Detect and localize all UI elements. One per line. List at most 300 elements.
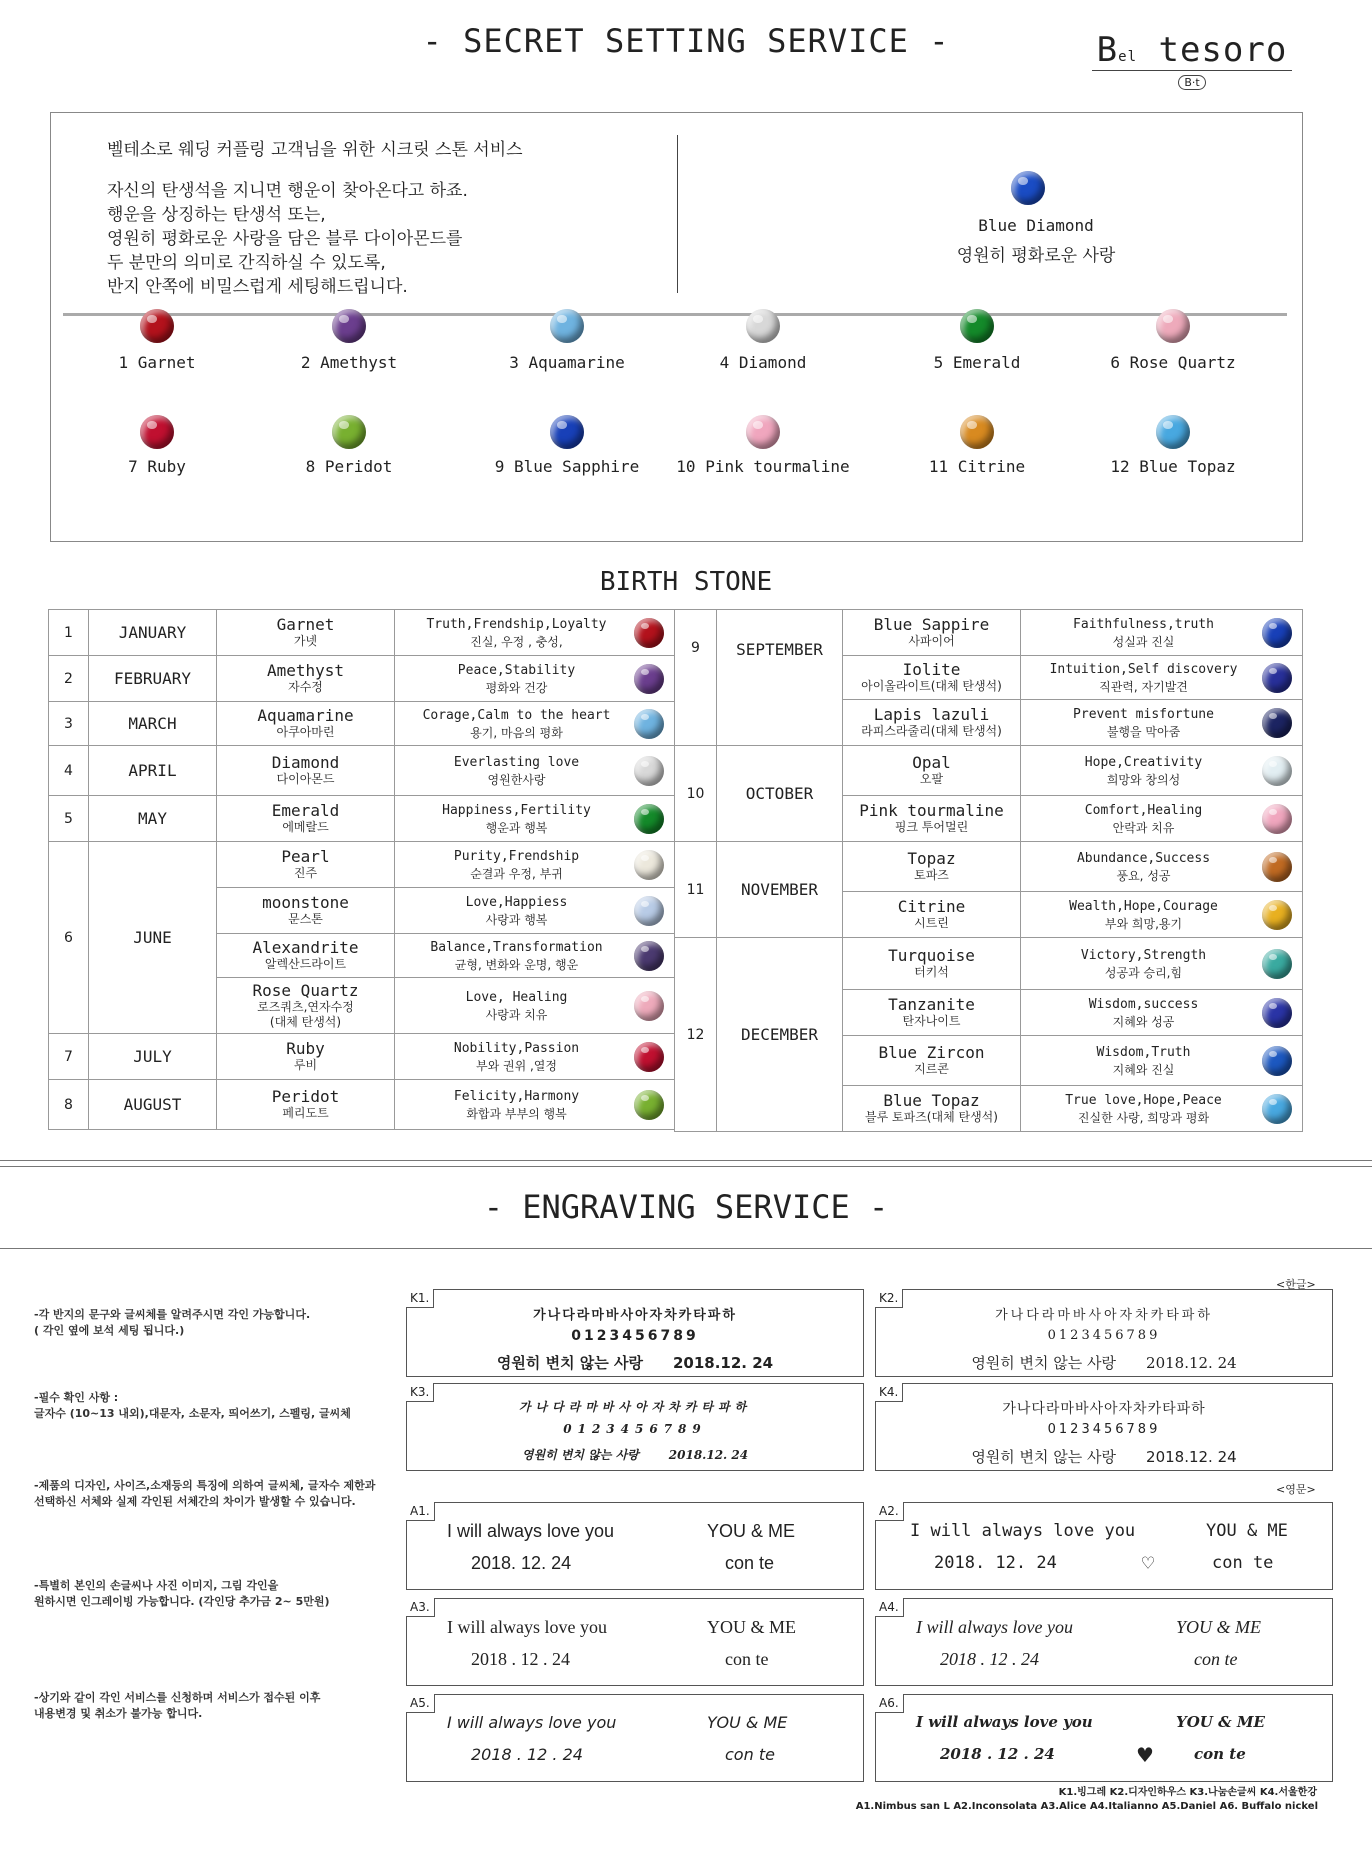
intro-heading: 벨테소로 웨딩 커플링 고객님을 위한 시크릿 스톤 서비스 xyxy=(107,140,523,160)
sample-phrase: I will always love you xyxy=(916,1713,1093,1731)
birthstone-gem-icon xyxy=(1156,415,1190,449)
stone-gem-icon xyxy=(634,896,664,926)
meaning-en: Prevent misfortune xyxy=(1073,706,1214,722)
birthstone-label: 12 Blue Topaz xyxy=(1110,457,1236,476)
stone-name-kr: 사파이어 xyxy=(908,634,955,648)
note-line: -상기와 같이 각인 서비스를 신청하며 서비스가 접수된 이후 xyxy=(34,1691,321,1704)
sample-date: 2018 . 12 . 24 xyxy=(940,1745,1055,1763)
stone-meaning-cell xyxy=(1021,938,1303,990)
blue-diamond-label: Blue Diamond xyxy=(978,216,1094,235)
stone-meaning-cell xyxy=(1021,1036,1303,1086)
meaning-kr: 풍요, 성공 xyxy=(1116,868,1171,883)
stone-name-kr: 문스톤 xyxy=(288,912,323,926)
table-row xyxy=(49,842,675,888)
birthstone-label: 10 Pink tourmaline xyxy=(676,457,850,476)
sample-date: 2018. 12. 24 xyxy=(934,1553,1057,1573)
month-number: 4 xyxy=(49,746,89,796)
meaning-kr: 부와 권위 ,열정 xyxy=(476,1058,557,1073)
divider xyxy=(0,1248,1372,1249)
meaning-en: Wisdom,success xyxy=(1088,996,1199,1012)
note-line: ( 각인 옆에 보석 세팅 됩니다.) xyxy=(34,1324,185,1337)
meaning-kr: 진실, 우정 , 충성, xyxy=(470,634,563,649)
stone-name-en: Emerald xyxy=(271,801,340,820)
sample-label: A3. xyxy=(406,1598,435,1617)
stone-name-cell xyxy=(217,610,395,656)
engraving-note xyxy=(34,1390,351,1422)
stone-name-kr: 자수정 xyxy=(288,680,323,694)
stone-name-cell xyxy=(217,842,395,888)
stone-name-kr: 핑크 투어멀린 xyxy=(894,820,969,834)
table-row xyxy=(49,796,675,842)
intro-line: 자신의 탄생석을 지니면 행운이 찾아온다고 하죠. xyxy=(107,181,468,201)
meaning-kr: 순결과 우정, 부귀 xyxy=(470,866,563,881)
month-name: APRIL xyxy=(89,746,217,796)
stone-gem-icon xyxy=(1262,998,1292,1028)
stone-name-cell xyxy=(843,1036,1021,1086)
stone-name-cell xyxy=(217,746,395,796)
month-number: 1 xyxy=(49,610,89,656)
stone-name-kr: 페리도트 xyxy=(282,1106,329,1120)
sample-phrase: 영원히 변치 않는 사랑 xyxy=(496,1354,643,1372)
stone-name-kr: 진주 xyxy=(293,866,318,880)
month-name: MAY xyxy=(89,796,217,842)
meaning-en: Peace,Stability xyxy=(457,662,576,678)
stone-name-kr: 블루 토파즈(대체 탄생석) xyxy=(865,1110,998,1124)
meaning-en: Truth,Frendship,Loyalty xyxy=(426,616,607,632)
stone-name-kr: 루비 xyxy=(293,1058,318,1072)
sample-sub: con te xyxy=(1194,1649,1238,1669)
birthstone-label: 3 Aquamarine xyxy=(509,353,625,372)
stone-name-en: Iolite xyxy=(902,660,961,679)
month-name: DECEMBER xyxy=(717,938,843,1132)
stone-name-cell xyxy=(843,842,1021,892)
stone-gem-icon xyxy=(1262,708,1292,738)
stone-meaning-cell xyxy=(395,934,675,978)
stone-name-en: Ruby xyxy=(286,1039,325,1058)
sample-date: 2018 . 12 . 24 xyxy=(471,1649,570,1669)
birthstone-gem-icon xyxy=(550,415,584,449)
stone-name-cell xyxy=(843,796,1021,842)
sample-sub: con te xyxy=(725,1745,775,1764)
birthstone-gem-icon xyxy=(746,309,780,343)
stone-name-en: Tanzanite xyxy=(888,995,975,1014)
birthstone-label: 6 Rose Quartz xyxy=(1110,353,1236,372)
engraving-note xyxy=(34,1307,310,1339)
meaning-en: Balance,Transformation xyxy=(430,939,603,955)
stone-gem-icon xyxy=(1262,618,1292,648)
sample-label: K1. xyxy=(406,1289,434,1308)
meaning-kr: 지혜와 진실 xyxy=(1112,1062,1175,1077)
month-number: 12 xyxy=(675,938,717,1132)
stone-name-cell xyxy=(843,700,1021,746)
table-row xyxy=(49,1034,675,1080)
stone-meaning-cell xyxy=(395,702,675,746)
sample-digits: 0123456789 xyxy=(1047,1328,1161,1343)
table-row xyxy=(675,938,1303,990)
stone-name-en: Pearl xyxy=(281,847,330,866)
note-line: 내용변경 및 취소가 불가능 합니다. xyxy=(34,1707,203,1720)
sample-label: A2. xyxy=(875,1502,904,1521)
sample-names: YOU & ME xyxy=(707,1521,796,1541)
table-row xyxy=(49,656,675,702)
stone-name-en: Opal xyxy=(912,753,951,772)
stone-name-en: moonstone xyxy=(262,893,349,912)
meaning-kr: 성공과 승리,힘 xyxy=(1104,965,1183,980)
stone-name-cell xyxy=(217,1080,395,1130)
stone-name-kr: 아이올라이트(대체 탄생석) xyxy=(861,679,1002,693)
stone-name-cell xyxy=(843,938,1021,990)
month-number: 7 xyxy=(49,1034,89,1080)
stone-gem-icon xyxy=(634,850,664,880)
hangul-tag: <한글> xyxy=(1276,1278,1316,1291)
stone-meaning-cell xyxy=(1021,610,1303,656)
meaning-en: Comfort,Healing xyxy=(1084,802,1203,818)
meaning-en: Wisdom,Truth xyxy=(1096,1044,1191,1060)
month-name: JULY xyxy=(89,1034,217,1080)
month-number: 9 xyxy=(675,610,717,746)
birthstone-label: 11 Citrine xyxy=(928,457,1026,476)
stone-name-cell xyxy=(217,796,395,842)
meaning-kr: 영원한사랑 xyxy=(487,772,546,787)
sample-phrase: I will always love you xyxy=(916,1617,1073,1637)
note-line: -필수 확인 사항 : xyxy=(34,1391,119,1404)
sample-date: 2018.12. 24 xyxy=(1146,1448,1237,1466)
sample-phrase: 영원히 변치 않는 사랑 xyxy=(971,1354,1117,1372)
meaning-en: Abundance,Success xyxy=(1076,850,1211,866)
meaning-kr: 불행을 막아줌 xyxy=(1106,724,1181,739)
sample-digits: 0123456789 xyxy=(1047,1422,1161,1437)
meaning-kr: 사랑과 행복 xyxy=(485,912,548,927)
stone-name-kr: 에메랄드 xyxy=(282,820,329,834)
birthstone-label: 5 Emerald xyxy=(933,353,1021,372)
meaning-en: Love, Healing xyxy=(465,989,568,1005)
stone-meaning-cell xyxy=(395,610,675,656)
stone-name-kr: 알렉산드라이트 xyxy=(264,957,347,971)
birthstone-label: 1 Garnet xyxy=(118,353,196,372)
engraving-sample-box xyxy=(406,1598,864,1686)
sample-label: A5. xyxy=(406,1694,435,1713)
divider xyxy=(0,1160,1372,1161)
note-line: -제품의 디자인, 사이즈,소재등의 특징에 의하여 글씨체, 글자수 제한과 xyxy=(34,1479,376,1492)
sample-phrase: I will always love you xyxy=(447,1617,607,1637)
logo-text: tesoro xyxy=(1137,30,1288,70)
stone-name-en: Turquoise xyxy=(888,946,975,965)
note-line: 선택하신 서체와 실제 각인된 서체간의 차이가 발생할 수 있습니다. xyxy=(34,1495,356,1508)
stone-gem-icon xyxy=(1262,1046,1292,1076)
month-number: 11 xyxy=(675,842,717,938)
stone-name-kr: 탄자나이트 xyxy=(902,1014,961,1028)
stone-gem-icon xyxy=(634,709,664,739)
stone-name-kr-note: (대체 탄생석) xyxy=(269,1014,342,1029)
stone-name-kr: 로즈쿼츠,연자수정 xyxy=(257,999,354,1014)
stone-name-kr: 오팔 xyxy=(919,772,944,786)
stone-name-cell xyxy=(217,1034,395,1080)
intro-line: 두 분만의 의미로 간직하실 수 있도록, xyxy=(107,253,386,273)
font-legend-korean: K1.빙그레 K2.디자인하우스 K3.나눔손글씨 K4.서울한강 xyxy=(1058,1787,1317,1798)
stone-name-en: Peridot xyxy=(271,1087,340,1106)
birthstone-label: 8 Peridot xyxy=(305,457,393,476)
stone-meaning-cell xyxy=(1021,990,1303,1036)
meaning-en: Corage,Calm to the heart xyxy=(422,707,611,723)
sample-date: 2018.12. 24 xyxy=(1146,1354,1237,1372)
sample-sub: con te xyxy=(1194,1745,1246,1763)
stone-name-en: Diamond xyxy=(271,753,340,772)
stone-meaning-cell xyxy=(1021,892,1303,938)
birthstone-gem-icon xyxy=(550,309,584,343)
table-row xyxy=(675,610,1303,656)
intro-line: 반지 안쪽에 비밀스럽게 세팅해드립니다. xyxy=(107,277,408,297)
sample-phrase: I will always love you xyxy=(447,1713,617,1732)
sample-sub: con te xyxy=(1212,1553,1274,1573)
meaning-en: Victory,Strength xyxy=(1080,947,1207,963)
meaning-en: Love,Happiess xyxy=(465,894,568,910)
stone-name-cell xyxy=(217,888,395,934)
table-row xyxy=(49,702,675,746)
engraving-note xyxy=(34,1578,330,1610)
table-row xyxy=(49,1080,675,1130)
note-line: 글자수 (10~13 내외),대문자, 소문자, 띄어쓰기, 스펠링, 글씨체 xyxy=(34,1407,351,1420)
sample-phrase: I will always love you xyxy=(447,1521,615,1541)
birthstone-gem-icon xyxy=(332,309,366,343)
sample-names: YOU & ME xyxy=(1206,1521,1288,1541)
stone-meaning-cell xyxy=(395,746,675,796)
stone-name-en: Aquamarine xyxy=(257,706,354,725)
table-row xyxy=(675,746,1303,796)
engraving-sample-box xyxy=(875,1694,1333,1782)
sample-phrase: 영원히 변치 않는 사랑 xyxy=(521,1448,639,1462)
meaning-kr: 직관력, 자기발견 xyxy=(1099,679,1188,694)
sample-label: K3. xyxy=(406,1383,434,1402)
stone-gem-icon xyxy=(1262,804,1292,834)
stone-name-kr: 토파즈 xyxy=(914,868,949,882)
meaning-kr: 진실한 사랑, 희망과 평화 xyxy=(1077,1110,1210,1125)
logo-small: el xyxy=(1118,49,1138,65)
stone-name-en: Pink tourmaline xyxy=(859,801,1004,820)
stone-name-cell xyxy=(217,656,395,702)
stone-gem-icon xyxy=(1262,900,1292,930)
sample-names: YOU & ME xyxy=(707,1617,796,1637)
meaning-kr: 사랑과 치유 xyxy=(485,1007,548,1022)
birthstone-gem-icon xyxy=(1156,309,1190,343)
sample-names: YOU & ME xyxy=(1176,1713,1265,1731)
engraving-sample-box xyxy=(406,1694,864,1782)
meaning-en: Wealth,Hope,Courage xyxy=(1069,898,1218,914)
meaning-kr: 행운과 행복 xyxy=(485,820,548,835)
heart-icon: ♡ xyxy=(1142,1551,1155,1575)
stone-name-cell xyxy=(843,1086,1021,1132)
stone-name-en: Rose Quartz xyxy=(252,980,359,1000)
stone-name-cell xyxy=(217,702,395,746)
stone-name-kr: 다이아몬드 xyxy=(276,772,335,786)
stone-name-kr: 아쿠아마린 xyxy=(276,725,335,739)
stone-meaning-cell xyxy=(1021,796,1303,842)
month-name: NOVEMBER xyxy=(717,842,843,938)
birthstone-label: 4 Diamond xyxy=(719,353,807,372)
birthstone-gem-icon xyxy=(332,415,366,449)
sample-phrase-line xyxy=(876,1352,1332,1373)
stone-gem-icon xyxy=(634,1042,664,1072)
sample-label: A1. xyxy=(406,1502,435,1521)
stone-gem-icon xyxy=(1262,663,1292,693)
intro-line: 행운을 상징하는 탄생석 또는, xyxy=(107,205,326,225)
engraving-sample-box xyxy=(406,1383,864,1471)
sample-label: K4. xyxy=(875,1383,903,1402)
stone-meaning-cell xyxy=(395,656,675,702)
divider xyxy=(677,135,678,293)
stone-meaning-cell xyxy=(1021,700,1303,746)
month-name: FEBRUARY xyxy=(89,656,217,702)
month-name: JANUARY xyxy=(89,610,217,656)
stone-meaning-cell xyxy=(395,1080,675,1130)
sample-sub: con te xyxy=(725,1649,769,1669)
sample-phrase-line xyxy=(876,1446,1332,1467)
stone-name-cell xyxy=(217,978,395,1034)
meaning-kr: 평화와 건강 xyxy=(485,680,548,695)
month-number: 2 xyxy=(49,656,89,702)
sample-hangul: 가나다라마바사아자차카타파하 xyxy=(995,1308,1213,1323)
sample-hangul: 가나다라마바사아자차카타파하 xyxy=(533,1308,737,1323)
sample-hangul: 가나다라마바사아자차카타파하 xyxy=(1002,1401,1206,1417)
heart-icon: ♥ xyxy=(1136,1743,1154,1767)
meaning-en: True love,Hope,Peace xyxy=(1065,1092,1222,1108)
meaning-kr: 화합과 부부의 행복 xyxy=(466,1106,567,1121)
stone-name-en: Lapis lazuli xyxy=(873,705,990,724)
stone-name-en: Blue Zircon xyxy=(878,1043,985,1062)
english-tag: <영문> xyxy=(1276,1483,1316,1496)
stone-name-kr: 라피스라줄리(대체 탄생석) xyxy=(861,724,1002,738)
stone-name-en: Topaz xyxy=(907,849,956,868)
page-title: - SECRET SETTING SERVICE - xyxy=(422,22,950,60)
sample-digits: 0123456789 xyxy=(571,1328,699,1344)
meaning-en: Happiness,Fertility xyxy=(442,802,591,818)
stone-name-cell xyxy=(217,934,395,978)
month-number: 5 xyxy=(49,796,89,842)
stone-name-en: Alexandrite xyxy=(252,938,359,957)
engraving-note xyxy=(34,1478,375,1510)
font-legend-english: A1.Nimbus san L A2.Inconsolata A3.Alice A4.Italianno A5.Daniel A6. Buffalo nickel xyxy=(855,1801,1318,1812)
sample-label: K2. xyxy=(875,1289,903,1308)
sample-label: A6. xyxy=(875,1694,904,1713)
stone-meaning-cell xyxy=(1021,842,1303,892)
stone-gem-icon xyxy=(1262,949,1292,979)
divider xyxy=(0,1166,1372,1167)
stone-meaning-cell xyxy=(1021,746,1303,796)
sample-names: YOU & ME xyxy=(1176,1617,1261,1637)
logo-initial: B xyxy=(1096,30,1119,70)
stone-name-cell xyxy=(843,990,1021,1036)
stone-name-cell xyxy=(843,610,1021,656)
sample-phrase-line xyxy=(407,1352,863,1373)
stone-name-cell xyxy=(843,746,1021,796)
stone-meaning-cell xyxy=(395,888,675,934)
birthstone-label: 9 Blue Sapphire xyxy=(494,457,640,476)
stone-meaning-cell xyxy=(1021,656,1303,700)
blue-diamond-meaning: 영원히 평화로운 사랑 xyxy=(956,246,1116,266)
engraving-sample-box xyxy=(875,1502,1333,1590)
stone-gem-icon xyxy=(1262,852,1292,882)
birth-stone-table-right xyxy=(674,609,1303,1132)
table-row xyxy=(49,610,675,656)
engraving-sample-box xyxy=(406,1502,864,1590)
stone-name-en: Blue Sappire xyxy=(873,615,990,634)
note-line: -각 반지의 문구와 글씨체를 알려주시면 각인 가능합니다. xyxy=(34,1308,311,1321)
month-number: 6 xyxy=(49,842,89,1034)
month-name: SEPTEMBER xyxy=(717,610,843,746)
month-number: 3 xyxy=(49,702,89,746)
sample-hangul: 가나다라마바사아자차카타파하 xyxy=(518,1400,752,1414)
birthstone-label: 2 Amethyst xyxy=(300,353,398,372)
stone-meaning-cell xyxy=(1021,1086,1303,1132)
sample-date: 2018 . 12 . 24 xyxy=(940,1649,1039,1669)
stone-name-kr: 시트린 xyxy=(914,916,949,930)
engraving-sample-box xyxy=(406,1289,864,1377)
brand-logo xyxy=(1092,30,1292,90)
sample-label: A4. xyxy=(875,1598,904,1617)
stone-meaning-cell xyxy=(395,796,675,842)
stone-gem-icon xyxy=(1262,1094,1292,1124)
engraving-title: - ENGRAVING SERVICE - xyxy=(483,1188,889,1226)
stone-gem-icon xyxy=(634,941,664,971)
sample-phrase: I will always love you xyxy=(910,1521,1136,1541)
stone-name-cell xyxy=(843,656,1021,700)
engraving-sample-box xyxy=(875,1383,1333,1471)
birthstone-gem-icon xyxy=(140,309,174,343)
meaning-kr: 지혜와 성공 xyxy=(1112,1014,1175,1029)
meaning-en: Everlasting love xyxy=(453,754,580,770)
meaning-en: Felicity,Harmony xyxy=(453,1088,580,1104)
stone-name-kr: 터키석 xyxy=(914,965,949,979)
meaning-kr: 부와 희망,용기 xyxy=(1104,916,1183,931)
stone-name-en: Garnet xyxy=(276,615,335,634)
stone-gem-icon xyxy=(634,804,664,834)
stone-name-cell xyxy=(843,892,1021,938)
meaning-en: Faithfulness,truth xyxy=(1073,616,1214,632)
secret-setting-panel xyxy=(50,112,1303,542)
stone-name-en: Citrine xyxy=(897,897,966,916)
sample-digits: 0123456789 xyxy=(563,1422,707,1436)
meaning-kr: 성실과 진실 xyxy=(1112,634,1175,649)
logo-mark: B·t xyxy=(1178,75,1205,90)
blue-diamond-gem-icon xyxy=(1011,171,1045,205)
sample-sub: con te xyxy=(725,1553,775,1573)
stone-name-kr: 가넷 xyxy=(293,634,318,648)
birthstone-gem-icon xyxy=(960,309,994,343)
month-number: 10 xyxy=(675,746,717,842)
month-name: OCTOBER xyxy=(717,746,843,842)
intro-text xyxy=(107,179,468,299)
meaning-en: Hope,Creativity xyxy=(1084,754,1203,770)
divider xyxy=(63,313,1287,316)
stone-gem-icon xyxy=(634,991,664,1021)
month-name: AUGUST xyxy=(89,1080,217,1130)
stone-gem-icon xyxy=(634,756,664,786)
sample-phrase-line xyxy=(407,1446,863,1463)
meaning-en: Purity,Frendship xyxy=(453,848,580,864)
engraving-sample-box xyxy=(875,1289,1333,1377)
stone-gem-icon xyxy=(634,664,664,694)
table-row xyxy=(675,842,1303,892)
birthstone-gem-icon xyxy=(746,415,780,449)
sample-date: 2018.12. 24 xyxy=(672,1354,774,1372)
stone-gem-icon xyxy=(634,618,664,648)
stone-meaning-cell xyxy=(395,978,675,1034)
sample-date: 2018. 12. 24 xyxy=(471,1553,572,1573)
birth-stone-table-left xyxy=(48,609,675,1130)
sample-date: 2018 . 12 . 24 xyxy=(471,1745,583,1764)
table-row xyxy=(49,746,675,796)
note-line: 원하시면 인그레이빙 가능합니다. (각인당 추가금 2~ 5만원) xyxy=(34,1595,330,1608)
sample-phrase: 영원히 변치 않는 사랑 xyxy=(971,1448,1117,1466)
